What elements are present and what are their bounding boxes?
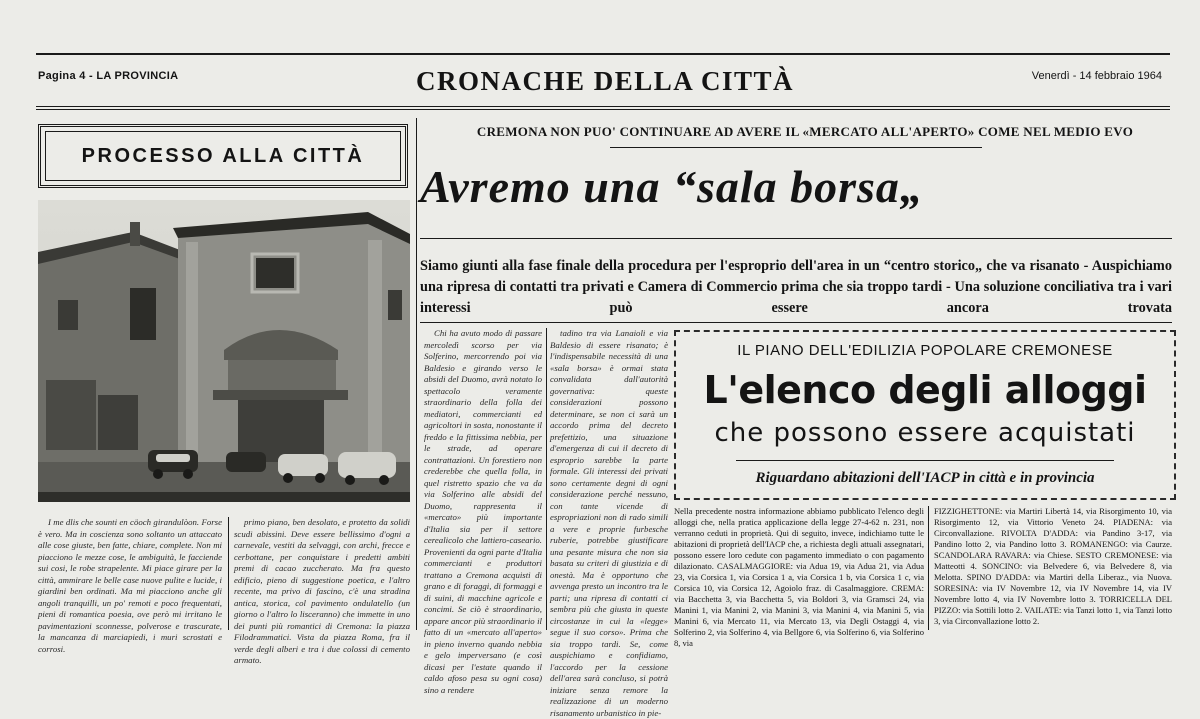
page-label: Pagina 4 - LA PROVINCIA (38, 70, 179, 82)
headline-underline (420, 238, 1172, 239)
feature-column-2 (234, 517, 410, 665)
iacp-column-2 (934, 506, 1172, 630)
story-column-rule (546, 328, 547, 630)
iacp-kicker: IL PIANO DELL'EDILIZIA POPOLARE CREMONESE (737, 342, 1113, 359)
iacp-column-rule (928, 506, 929, 630)
iacp-divider (736, 460, 1114, 461)
kicker-underline (610, 147, 982, 148)
story-column-1 (424, 328, 542, 695)
iacp-column-1-text: Nella precedente nostra informazione abbiamo pubblicato l'elenco degli alloggi che, nella pratica applicazione della legge 27-4-62 n. 231, non verranno ceduti in proprietà. Qui di seguito, invece, indichiamo tutte le abitazioni di proprietà dell'IACP che, a richiesta degli attuali assegnatari, possono essere loro cedute con pagamento immediato o con pagamento dilazionato. CASALMAGGIORE: via Adua 19, via Adua 21, via Adua 23, via Corsica 1, via Corsica 1 a, via Corsica 1 b, via Corsica 1 c, via Corsica 10, via Corsica 12, Agoiolo fraz. di Casalmaggiore. CREMA: via Bacchetta 3, via Bacchetta 5, via Boldori 3, via Gramsci 24, via Manini 1, via Manini 2, via Manini 3, via Manini 4, via Manini 5, via Manini 6, via Mercato 11, via Mercato 13, via Degli Ostaggi 4, via Solferino 2, via Solferino 4, via Bellgore 6, via Solferino 6, via Solferino 8, via (674, 506, 924, 648)
feature-column-1 (38, 517, 222, 654)
masthead-bottom-rule (36, 106, 1170, 107)
iacp-headline: L'elenco degli alloggi (703, 368, 1147, 412)
main-kicker: CREMONA NON PUO' CONTINUARE AD AVERE IL «MERCATO ALL'APERTO» COME NEL MEDIO EVO (476, 124, 1134, 139)
iacp-column-2-text: FIZZIGHETTONE: via Martiri Libertà 14, via Risorgimento 10, via Risorgimento 12, via Vittorio Veneto 24. PIADENA: via Circonvallazione. RIVOLTA D'ADDA: via Pandino 3-17, via Pandino lotto 2, via Pandino lotto 3. ROMANENGO: via Caurze. SCANDOLARA RAVARA: via Chiese. SESTO CREMONESE: via Matteotti 4. SONCINO: via Belvedere 6, via Belvedere 8, via Melotta. SPINO D'ADDA: via Martiri della Liberaz., via Nuova. SORESINA: via IV Novembre 12, via IV Novembre 14, via IV Novembre lotto 4, via IV Novembre lotto 3. TORRICELLA DEL PIZZO: via Sottili lotto 2. VAILATE: via Tanzi lotto 1, via Tanzi lotto 3, via Circonvallazione lotto 2. (934, 506, 1172, 626)
deck-underline (420, 322, 1172, 323)
story-column-2 (550, 328, 668, 718)
feature-column-rule (228, 517, 229, 630)
masthead-top-rule (36, 53, 1170, 55)
iacp-headline-2: che possono essere acquistati (714, 418, 1136, 448)
column-divider (416, 118, 417, 630)
iacp-box (674, 330, 1176, 500)
issue-date: Venerdì - 14 febbraio 1964 (1031, 70, 1162, 82)
building-photo (38, 200, 410, 502)
section-title: CRONACHE DELLA CITTÀ (415, 66, 795, 96)
feature-column-2-text: primo piano, ben desolato, e protetto da solidi scudi abissini. Deve essere bellissimo d'ogni a carnevale, vestiti da selvaggi, con archi, frecce e cerbottane, per conquistare i predetti ambiti premi di cacao zuccherato. Ma fra questo edificio, pieno di suggestione poetica, e l'altro recente, ma privo di fascino, c'è una stradina antica, storica, col pavimento ondulatello (un giorno o l'altro lo lisceranno) che immette in uno dei punti più romantici di Cremona: la piazza Filodrammatici. Vista da piazza Roma, fra il verde degli alberi e tra i due colossi di cemento armato. (234, 517, 410, 665)
main-headline: Avremo una “sala borsa„ (420, 161, 924, 212)
iacp-column-1 (674, 506, 924, 648)
feature-title-text: PROCESSO ALLA CITTÀ (81, 144, 365, 167)
masthead-bottom-rule-2 (36, 109, 1170, 110)
iacp-subhead: Riguardano abitazioni dell'IACP in città e in provincia (755, 470, 1095, 486)
building-photo-illustration (38, 200, 410, 502)
feature-column-1-text: I me dlis che sounti en cöoch girandulòon. Forse è vero. Ma in coscienza sono soltanto un attaccato alle cose giuste, ben fatte, chiare, complete. Non mi piacciono le mezze cose, le ambiguità, le facciende sui cosi, le robe strapelente. Mi piace girare per la città, ammirare le belle case nuove pulite e lucide, i giardini ben ordinati. Ma mi piacciono anche gli angoli tranquilli, un po' remoti e poco frequentati, pieni di romantica poesia, ove però mi irritano le pavimentazioni sconnesse, polverose e trascurate, la mancanza di marciapiedi, i muri scrostati e corrosi. (38, 517, 222, 654)
feature-box-title (38, 124, 408, 188)
story-column-1-text: Chi ha avuto modo di passare mercoledì scorso per via Solferino, mercorrendo poi via Baldesio e girando verso le absidi del Duomo, avrà notato lo spettacolo veramente straordinario della folla dei mediatori, commercianti ed agricoltori in sosta, nonostante il freddo e la fittissima nebbia, per le strade, ad operare contrattazioni. Un forestiero non crederebbe che quella folla, in quel ristretto spazio che va da via Solferino alle absidi del Duomo, rappresenta il «mercato» più importante d'Italia sia per il settore cerealicolo che lattiero-caseario. Provenienti da ogni parte d'Italia commercianti e produttori trattano a Cremona acquisti di grano e di foraggi, di formaggi e di suini, di macchine agricole e concimi. Se ciò è straordinario, appare ancor più straordinario il fatto di un «mercato all'aperto» in pieno inverno quando nebbia e gelo imperversano (e così dicasi per l'estate quando il caldo afoso pesa su ogni cosa) sino a rendere (424, 328, 542, 695)
story-column-2-text: tadino tra via Lanaioli e via Baldesio di essere risanato; è l'indispensabile necessità di una «sala borsa» è ormai stata convalidata dall'autorità governativa: queste considerazioni possono determinare, se non ci sarà un accordo prima del decreto prefettizio, una situazione d'emergenza di cui il decreto di esproprio sarebbe la parte formale. Gli interessi dei privati sono certamente degni di ogni considerazione perché nessuno, con tante vicende di espropriazioni non di rado simili a vere e proprie furbesche ruberie, potrebbe giustificare una pesante misura che non sia basata su criteri di giustizia e di onestà. Ma è opportuno che avvenga presto un incontro tra le parti; una ripresa di contatti ci sembra più che giusta in queste circostanze in cui la «legge» segue il suo corso». Prima che sia troppo tardi. Se, come auspichiamo e confidiamo, l'accordo per la cessione dell'area sarà concluso, si potrà iniziare senza remore la realizzazione di un moderno risanamento urbanistico in pie- (550, 328, 668, 718)
main-deck: Siamo giunti alla fase finale della procedura per l'esproprio dell'area in un “centro storico„ che va risanato - Auspichiamo una ripresa di contatti tra privati e Camera di Commercio prima che sia troppo tardi - Una soluzione conciliativa tra i vari interessi può essere ancora trovata (420, 258, 1172, 316)
